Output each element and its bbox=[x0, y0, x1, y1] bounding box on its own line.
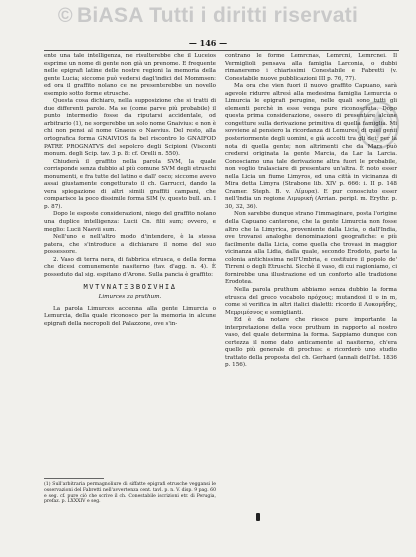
right-column bbox=[225, 53, 397, 370]
paragraph: Ed è da notare che riesce pure importante la interpretazione della voce pruthum in rapporto al nostro vaso, del quale determina la forma. Sappiamo dunque con certezza il nome dato anticamente al nasiterno, ch'era quello più generale di prochus: e ricorderò uno studio trattato della proposta del ch. Gerhard (annali dell'Ist. 1836 p. 156). bbox=[225, 317, 397, 369]
paragraph: Chiuderà il graffito nella parola SVM, la quale corrisponde senza dubbio al più comune SVM degli etruschi monumenti, e fra tutte del latino e dall' osco; siccome avevo assai giustamente congetturato il ch. Garrucci, dando la vera spiegazione di altri simili graffiti campani, che comparisce la poco dissimile forma SIM (v. questo bull. an. I p. 87). bbox=[44, 158, 216, 210]
paragraph: Dopo le esposte considerazioni, niego del graffito nolano una duplice intelligenza: Lucii Cn. filii sum; ovvero, e meglio: Lucii Naevii sum. bbox=[44, 211, 216, 233]
paragraph: Questa cosa dichiaro, nella supposizione che si tratti di due differenti parole. Ma se (come parve più probabile) il punto intermedio fosse da riputarsi accidentale, od arbitrario (1), ne sorgerebbe un solo nome Gnaivius: e non è chi non pensi al nome Gnaeus o Naevius. Del resto, alla ortografica forma GNAIVIOS fa bel riscontro lo GNAIFOD PATRE PROGNATVS del sepolcro degli Scipioni (Visconti monum. degli Scip. tav. 3 p. 8: cf. Orelli n. 550). bbox=[44, 98, 217, 158]
page-number: — 146 — bbox=[188, 38, 228, 48]
paragraph: Ma ora che vien fuori il nuovo graffito Capuano, sarà agevole ridurre altresì alla medesima famiglia Lemurcia o Limurcia le epigrafi perugine, nelle quali sono tutti gli elementi perchè in esse venga pure riconosciuta. Dopo questa prima considerazione, ossero di presentare alcune congetture sulla derivazione primitiva di quella famiglia. Mi sovviene al pensiero la ricordanza di Lemures, di quel genii posteriormente degli uomini, e già accolti tra gli dei; per la nota di quella gente; non altrimenti che da Mars può credersi originata la gente Marcia, da Lar la Larcia. Conosciamo una tale derivazione altra fuori le probabile, non voglio tralasciare di presentare un'altra. È noto esser nella Licia un fiume Limyros, ed una città in vicinanza di Mira detta Limyra (Strabone lib. XIV p. 666: i. II p. 148 Cramer. Steph. B. v. Λίμυρα). E pur conosciuto esser nell'India un regione Λιμυρική (Arrian. peripl. m. Erythr. p. 30, 32, 36). bbox=[225, 83, 397, 210]
paragraph: Non sarebbe dunque strano l'immaginare, posta l'origine della Capuano canterone, che la gente Limurcia non fosse altro che la Limyrica, proveniente dalla Licia, o dall'India, ove trovansi analoghe denominazioni geografiche: e più facilmente dalla Licia, come quella che trovasi in maggior vicinanza alla Lidia, dalla quale, secondo Erodoto, parte la colonia antichissima nell'Umbria, e costituire il popolo de' Tirreni o degli Etruschi. Sicchè il vaso, di cui ragioniamo, ci fornirebbe una illustrazione ed un conforto alle tradizione Erodotea. bbox=[225, 211, 397, 286]
watermark bbox=[0, 4, 416, 28]
inscription-transcription: Limurces za pruthum. bbox=[98, 293, 162, 300]
copyright-symbol: © bbox=[57, 5, 73, 27]
paragraph: contrano le forme Lemrcnas, Lemrcni, Lemrcnei. Il Vermiglioli pensava alla famiglia Larconia, o dubbi rimaneremo i chiarissimi Conestabile e Fabretti (v. Conestabile nuove pubblicazioni III p. 76, 77). bbox=[225, 53, 397, 82]
paragraph: La parola Limurces accenna alla gente Limurcia o Lemurcia, della quale riconosco per la memoria in alcune epigrafi della necropoli del Palazzone, ove s'in- bbox=[44, 305, 216, 327]
etruscan-inscription: ΜVΤVΝΑΤΞ3ΒΟΣVΗΙΔ bbox=[83, 283, 177, 292]
paragraph: ente una tale intelligenza, ne risulterebbe che il Luceios esprime un nome di gente non già un prenome. E frequente nelle epigrafi latine delle nostre regioni la memoria della gente Lucia; siccome può vedersi dagl'indici del Mommsen: ed ora il graffito nolano ce ne presenterebbe un novello esempio sotto forme etrusche. bbox=[44, 53, 216, 97]
left-column bbox=[44, 53, 216, 328]
paragraph: Nell'uno e nell'altro modo d'intendere, è la stessa patera, che s'introduce a dichiarare il nome del suo possessore. bbox=[44, 234, 216, 256]
footnote: (1) Sull'arbitraria permagnoliure di siffatte epigrafi etrusche veggansi le osservazioni del Fabretti nell'avvertenza cent. tavl. p. n. V. disp. 9 pag. 60 e seg. cf. pure ciò che scrive il ch. Conestabile iscrizioni etr. di Perugia, prefaz. p. LXXXIV e seg. bbox=[44, 482, 216, 505]
paragraph: Nella parola pruthum abbiamo senza dubbio la forma etrusca del greco vocabolo πρόχους; mutandosi il υ in m, come si verifica in altri italici dialetti: ricordo il Λυκομήδης, Μεμριμέσνος e somiglianti. bbox=[225, 286, 397, 316]
ink-mark bbox=[256, 513, 260, 521]
watermark-text: BiASA Tutti i diritti riservati bbox=[76, 4, 359, 27]
footnote-rule bbox=[44, 478, 104, 479]
footnotes bbox=[44, 478, 216, 505]
header-rule bbox=[44, 50, 399, 51]
paragraph: 2. Vaso di terra nera, di fabbrica etrusca, e della forma che dicesi comunemente nasiterno (tav. d'agg. n. 4). È posseduto dal sig. espitano d'Arone. Sulla pancia è graffito: bbox=[44, 256, 216, 278]
